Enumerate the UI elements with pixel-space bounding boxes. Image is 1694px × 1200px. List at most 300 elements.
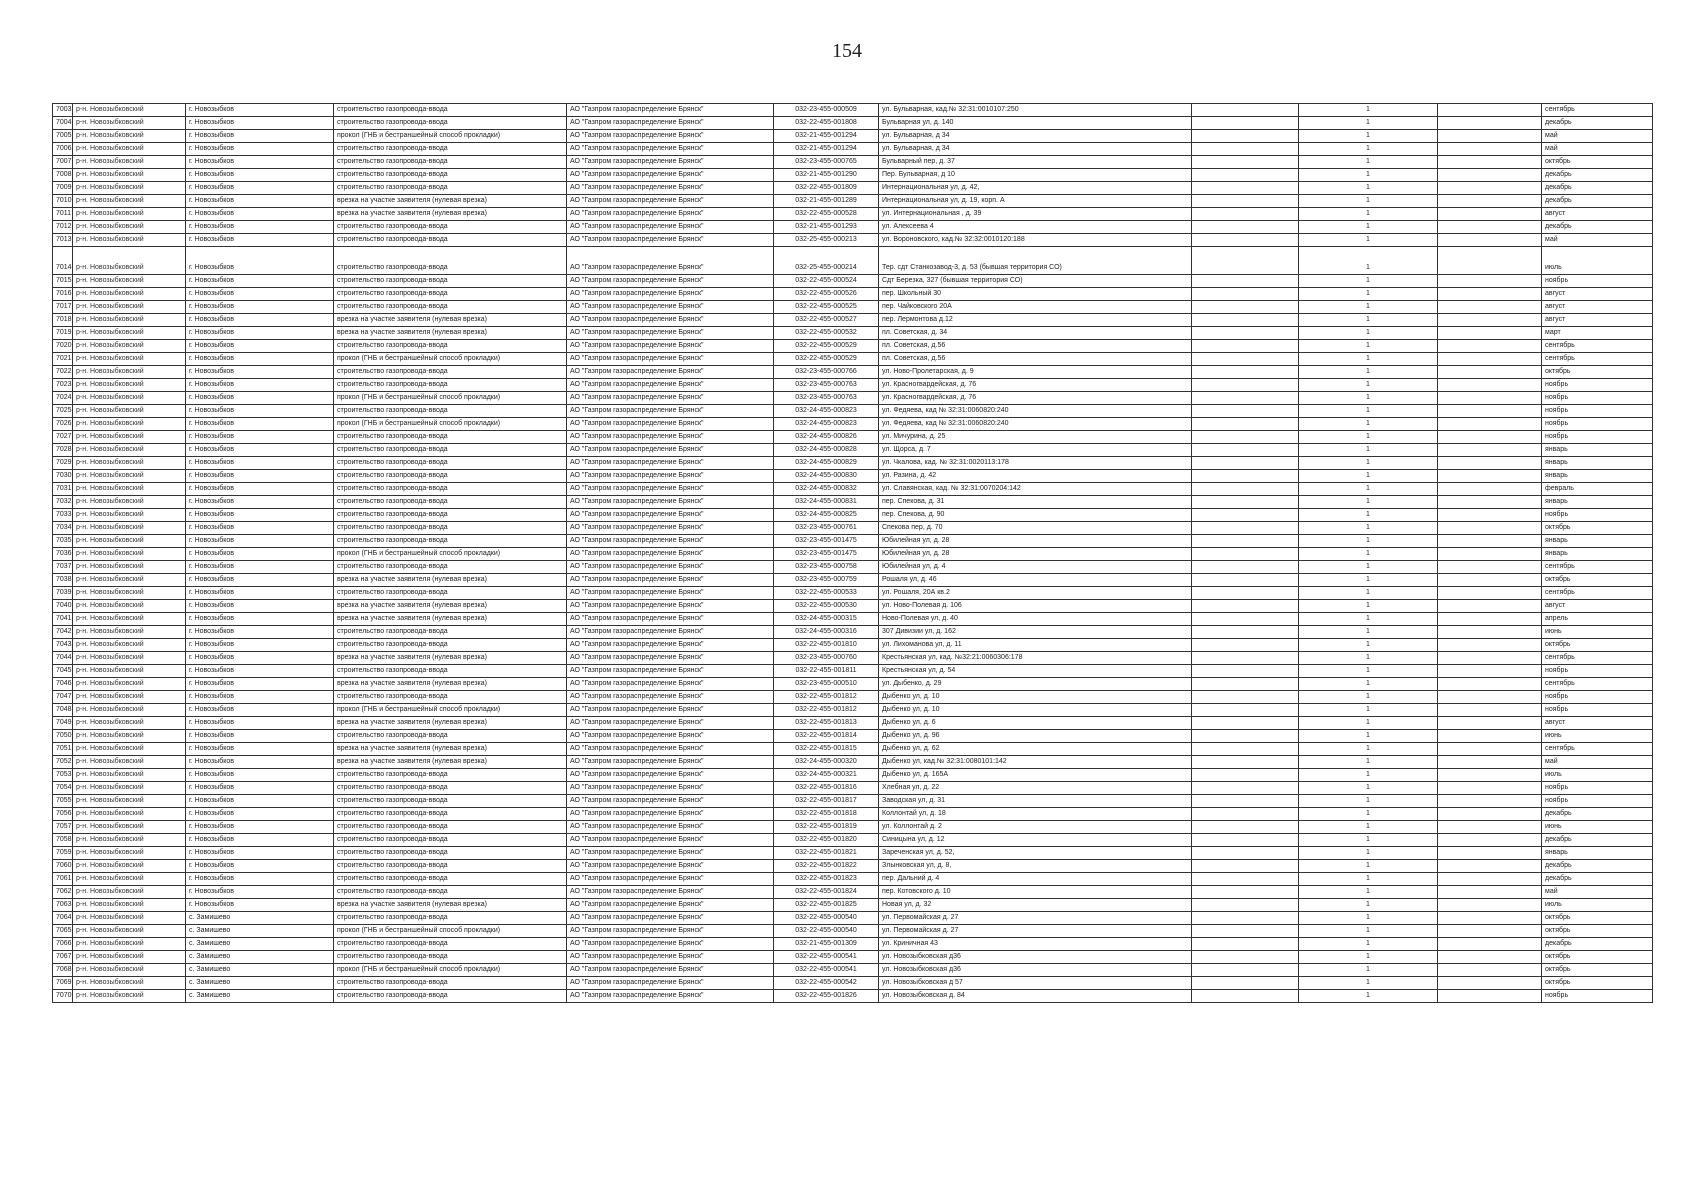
organization-cell: АО "Газпром газораспределение Брянск"	[567, 704, 774, 717]
locality-cell: с. Замишево	[186, 977, 334, 990]
month-cell: ноябрь	[1542, 431, 1653, 444]
locality-cell: г. Новозыбков	[186, 314, 334, 327]
address-cell: Спекова пер, д. 70	[879, 522, 1192, 535]
month-cell: ноябрь	[1542, 405, 1653, 418]
organization-cell: АО "Газпром газораспределение Брянск"	[567, 665, 774, 678]
organization-cell: АО "Газпром газораспределение Брянск"	[567, 860, 774, 873]
locality-cell: г. Новозыбков	[186, 639, 334, 652]
address-cell: 307 Дивизии ул, д. 162	[879, 626, 1192, 639]
work-type-cell: строительство газопровода-ввода	[334, 847, 567, 860]
row-number: 7048	[53, 704, 73, 717]
locality-cell: г. Новозыбков	[186, 366, 334, 379]
locality-cell: г. Новозыбков	[186, 899, 334, 912]
quantity-cell: 1	[1299, 327, 1438, 340]
row-number: 7049	[53, 717, 73, 730]
application-code-cell: 032-21-455-001294	[774, 130, 879, 143]
organization-cell: АО "Газпром газораспределение Брянск"	[567, 587, 774, 600]
organization-cell: АО "Газпром газораспределение Брянск"	[567, 234, 774, 247]
empty-cell	[1192, 886, 1299, 899]
table-row	[53, 587, 1653, 600]
organization-cell: АО "Газпром газораспределение Брянск"	[567, 730, 774, 743]
work-type-cell: строительство газопровода-ввода	[334, 169, 567, 182]
address-cell: пер. Чайковского 20А	[879, 301, 1192, 314]
locality-cell: г. Новозыбков	[186, 860, 334, 873]
organization-cell: АО "Газпром газораспределение Брянск"	[567, 678, 774, 691]
locality-cell: с. Замишево	[186, 951, 334, 964]
organization-cell: АО "Газпром газораспределение Брянск"	[567, 561, 774, 574]
month-cell: июнь	[1542, 730, 1653, 743]
quantity-cell: 1	[1299, 912, 1438, 925]
application-code-cell: 032-23-455-000761	[774, 522, 879, 535]
organization-cell: АО "Газпром газораспределение Брянск"	[567, 104, 774, 117]
district-cell: р-н. Новозыбковский	[73, 143, 186, 156]
locality-cell: г. Новозыбков	[186, 444, 334, 457]
locality-cell: г. Новозыбков	[186, 275, 334, 288]
address-cell: ул. Новозыбковская д36	[879, 964, 1192, 977]
address-cell: пер. Лермонтова д.12	[879, 314, 1192, 327]
address-cell: Бульварная ул, д. 140	[879, 117, 1192, 130]
month-cell: январь	[1542, 444, 1653, 457]
district-cell: р-н. Новозыбковский	[73, 769, 186, 782]
empty-cell	[1192, 626, 1299, 639]
month-cell: май	[1542, 886, 1653, 899]
application-code-cell: 032-21-455-001294	[774, 143, 879, 156]
empty-cell	[1438, 247, 1542, 275]
row-number: 7007	[53, 156, 73, 169]
row-number: 7065	[53, 925, 73, 938]
address-cell: ул. Дыбенко, д. 29	[879, 678, 1192, 691]
organization-cell: АО "Газпром газораспределение Брянск"	[567, 247, 774, 275]
empty-cell	[1438, 821, 1542, 834]
district-cell: р-н. Новозыбковский	[73, 873, 186, 886]
application-code-cell: 032-24-455-000316	[774, 626, 879, 639]
empty-cell	[1192, 418, 1299, 431]
district-cell: р-н. Новозыбковский	[73, 275, 186, 288]
table-row	[53, 704, 1653, 717]
empty-cell	[1192, 808, 1299, 821]
locality-cell: с. Замишево	[186, 912, 334, 925]
application-code-cell: 032-22-455-001825	[774, 899, 879, 912]
empty-cell	[1192, 379, 1299, 392]
empty-cell	[1438, 379, 1542, 392]
empty-cell	[1192, 717, 1299, 730]
address-cell: пл. Советская, д.56	[879, 340, 1192, 353]
organization-cell: АО "Газпром газораспределение Брянск"	[567, 990, 774, 1003]
address-cell: пер. Спекова, д. 90	[879, 509, 1192, 522]
month-cell: ноябрь	[1542, 275, 1653, 288]
month-cell: декабрь	[1542, 117, 1653, 130]
district-cell: р-н. Новозыбковский	[73, 665, 186, 678]
month-cell: сентябрь	[1542, 104, 1653, 117]
quantity-cell: 1	[1299, 208, 1438, 221]
empty-cell	[1438, 405, 1542, 418]
month-cell: август	[1542, 288, 1653, 301]
empty-cell	[1438, 626, 1542, 639]
table-row	[53, 639, 1653, 652]
work-type-cell: строительство газопровода-ввода	[334, 470, 567, 483]
empty-cell	[1192, 470, 1299, 483]
locality-cell: г. Новозыбков	[186, 613, 334, 626]
table-row	[53, 535, 1653, 548]
empty-cell	[1192, 613, 1299, 626]
month-cell: апрель	[1542, 613, 1653, 626]
empty-cell	[1192, 964, 1299, 977]
work-type-cell: строительство газопровода-ввода	[334, 275, 567, 288]
row-number: 7055	[53, 795, 73, 808]
empty-cell	[1192, 639, 1299, 652]
table-row	[53, 912, 1653, 925]
empty-cell	[1438, 195, 1542, 208]
table-row	[53, 574, 1653, 587]
quantity-cell: 1	[1299, 834, 1438, 847]
empty-cell	[1438, 392, 1542, 405]
month-cell: июль	[1542, 247, 1653, 275]
empty-cell	[1192, 730, 1299, 743]
district-cell: р-н. Новозыбковский	[73, 535, 186, 548]
empty-cell	[1192, 143, 1299, 156]
empty-cell	[1438, 327, 1542, 340]
quantity-cell: 1	[1299, 561, 1438, 574]
locality-cell: г. Новозыбков	[186, 730, 334, 743]
work-type-cell: строительство газопровода-ввода	[334, 977, 567, 990]
month-cell: сентябрь	[1542, 587, 1653, 600]
application-code-cell: 032-24-455-000823	[774, 405, 879, 418]
empty-cell	[1192, 405, 1299, 418]
row-number: 7035	[53, 535, 73, 548]
quantity-cell: 1	[1299, 652, 1438, 665]
application-code-cell: 032-22-455-001809	[774, 182, 879, 195]
organization-cell: АО "Газпром газораспределение Брянск"	[567, 925, 774, 938]
organization-cell: АО "Газпром газораспределение Брянск"	[567, 405, 774, 418]
month-cell: январь	[1542, 847, 1653, 860]
month-cell: ноябрь	[1542, 665, 1653, 678]
organization-cell: АО "Газпром газораспределение Брянск"	[567, 743, 774, 756]
application-code-cell: 032-23-455-000766	[774, 366, 879, 379]
table-row	[53, 247, 1653, 275]
empty-cell	[1438, 990, 1542, 1003]
empty-cell	[1438, 509, 1542, 522]
district-cell: р-н. Новозыбковский	[73, 756, 186, 769]
empty-cell	[1192, 234, 1299, 247]
row-number: 7034	[53, 522, 73, 535]
application-code-cell: 032-21-455-001289	[774, 195, 879, 208]
address-cell: Синицына ул, д. 12	[879, 834, 1192, 847]
locality-cell: г. Новозыбков	[186, 156, 334, 169]
empty-cell	[1438, 169, 1542, 182]
application-code-cell: 032-22-455-001813	[774, 717, 879, 730]
empty-cell	[1192, 156, 1299, 169]
month-cell: ноябрь	[1542, 691, 1653, 704]
address-cell: ул. Федяева, кад № 32:31:0060820:240	[879, 405, 1192, 418]
application-code-cell: 032-24-455-000825	[774, 509, 879, 522]
month-cell: сентябрь	[1542, 353, 1653, 366]
work-type-cell: прокол (ГНБ и бестраншейный способ прокладки)	[334, 353, 567, 366]
table-row	[53, 379, 1653, 392]
locality-cell: г. Новозыбков	[186, 769, 334, 782]
table-row	[53, 782, 1653, 795]
organization-cell: АО "Газпром газораспределение Брянск"	[567, 143, 774, 156]
address-cell: ул. Интернациональная , д. 39	[879, 208, 1192, 221]
row-number: 7011	[53, 208, 73, 221]
quantity-cell: 1	[1299, 392, 1438, 405]
organization-cell: АО "Газпром газораспределение Брянск"	[567, 964, 774, 977]
quantity-cell: 1	[1299, 808, 1438, 821]
quantity-cell: 1	[1299, 522, 1438, 535]
organization-cell: АО "Газпром газораспределение Брянск"	[567, 457, 774, 470]
address-cell: Хлебная ул, д. 22	[879, 782, 1192, 795]
table-row	[53, 496, 1653, 509]
application-code-cell: 032-22-455-001817	[774, 795, 879, 808]
empty-cell	[1438, 769, 1542, 782]
application-code-cell: 032-23-455-001475	[774, 535, 879, 548]
locality-cell: с. Замишево	[186, 938, 334, 951]
table-row	[53, 938, 1653, 951]
quantity-cell: 1	[1299, 548, 1438, 561]
month-cell: сентябрь	[1542, 652, 1653, 665]
row-number: 7060	[53, 860, 73, 873]
quantity-cell: 1	[1299, 234, 1438, 247]
locality-cell: г. Новозыбков	[186, 353, 334, 366]
application-code-cell: 032-22-455-001812	[774, 691, 879, 704]
locality-cell: г. Новозыбков	[186, 208, 334, 221]
address-cell: пл. Советская, д.56	[879, 353, 1192, 366]
quantity-cell: 1	[1299, 509, 1438, 522]
month-cell: январь	[1542, 470, 1653, 483]
empty-cell	[1438, 847, 1542, 860]
empty-cell	[1192, 847, 1299, 860]
row-number: 7053	[53, 769, 73, 782]
locality-cell: г. Новозыбков	[186, 782, 334, 795]
application-code-cell: 032-22-455-001810	[774, 639, 879, 652]
month-cell: октябрь	[1542, 977, 1653, 990]
row-number: 7008	[53, 169, 73, 182]
organization-cell: АО "Газпром газораспределение Брянск"	[567, 483, 774, 496]
district-cell: р-н. Новозыбковский	[73, 130, 186, 143]
district-cell: р-н. Новозыбковский	[73, 392, 186, 405]
district-cell: р-н. Новозыбковский	[73, 288, 186, 301]
table-row	[53, 117, 1653, 130]
table-row	[53, 156, 1653, 169]
empty-cell	[1192, 366, 1299, 379]
empty-cell	[1438, 951, 1542, 964]
locality-cell: г. Новозыбков	[186, 104, 334, 117]
quantity-cell: 1	[1299, 756, 1438, 769]
row-number: 7024	[53, 392, 73, 405]
locality-cell: г. Новозыбков	[186, 457, 334, 470]
row-number: 7012	[53, 221, 73, 234]
quantity-cell: 1	[1299, 182, 1438, 195]
empty-cell	[1438, 156, 1542, 169]
empty-cell	[1438, 522, 1542, 535]
locality-cell: г. Новозыбков	[186, 327, 334, 340]
organization-cell: АО "Газпром газораспределение Брянск"	[567, 470, 774, 483]
row-number: 7041	[53, 613, 73, 626]
organization-cell: АО "Газпром газораспределение Брянск"	[567, 691, 774, 704]
empty-cell	[1438, 730, 1542, 743]
empty-cell	[1192, 951, 1299, 964]
district-cell: р-н. Новозыбковский	[73, 195, 186, 208]
quantity-cell: 1	[1299, 717, 1438, 730]
address-cell: пер. Школьный 30	[879, 288, 1192, 301]
district-cell: р-н. Новозыбковский	[73, 444, 186, 457]
row-number: 7066	[53, 938, 73, 951]
locality-cell: г. Новозыбков	[186, 847, 334, 860]
work-type-cell: врезка на участке заявителя (нулевая врезка)	[334, 678, 567, 691]
empty-cell	[1438, 574, 1542, 587]
address-cell: ул. Новозыбковская д 57	[879, 977, 1192, 990]
application-code-cell: 032-24-455-000828	[774, 444, 879, 457]
quantity-cell: 1	[1299, 301, 1438, 314]
work-type-cell: строительство газопровода-ввода	[334, 483, 567, 496]
work-type-cell: строительство газопровода-ввода	[334, 639, 567, 652]
address-cell: Юбилейная ул, д. 4	[879, 561, 1192, 574]
application-code-cell: 032-22-455-000533	[774, 587, 879, 600]
district-cell: р-н. Новозыбковский	[73, 587, 186, 600]
month-cell: декабрь	[1542, 860, 1653, 873]
organization-cell: АО "Газпром газораспределение Брянск"	[567, 626, 774, 639]
organization-cell: АО "Газпром газораспределение Брянск"	[567, 169, 774, 182]
table-row	[53, 314, 1653, 327]
table-row	[53, 977, 1653, 990]
work-type-cell: врезка на участке заявителя (нулевая врезка)	[334, 613, 567, 626]
empty-cell	[1438, 431, 1542, 444]
empty-cell	[1438, 782, 1542, 795]
work-type-cell: прокол (ГНБ и бестраншейный способ прокладки)	[334, 925, 567, 938]
work-type-cell: строительство газопровода-ввода	[334, 834, 567, 847]
address-cell: Злынковская ул, д. 8,	[879, 860, 1192, 873]
quantity-cell: 1	[1299, 156, 1438, 169]
locality-cell: г. Новозыбков	[186, 143, 334, 156]
month-cell: июль	[1542, 899, 1653, 912]
row-number: 7005	[53, 130, 73, 143]
district-cell: р-н. Новозыбковский	[73, 301, 186, 314]
district-cell: р-н. Новозыбковский	[73, 353, 186, 366]
application-code-cell: 032-22-455-000525	[774, 301, 879, 314]
work-type-cell: строительство газопровода-ввода	[334, 691, 567, 704]
organization-cell: АО "Газпром газораспределение Брянск"	[567, 886, 774, 899]
locality-cell: г. Новозыбков	[186, 834, 334, 847]
application-code-cell: 032-22-455-000540	[774, 925, 879, 938]
empty-cell	[1192, 457, 1299, 470]
district-cell: р-н. Новозыбковский	[73, 652, 186, 665]
district-cell: р-н. Новозыбковский	[73, 234, 186, 247]
table-row	[53, 743, 1653, 756]
address-cell: ул. Первомайская д. 27	[879, 912, 1192, 925]
quantity-cell: 1	[1299, 977, 1438, 990]
month-cell: октябрь	[1542, 574, 1653, 587]
application-code-cell: 032-22-455-000524	[774, 275, 879, 288]
empty-cell	[1192, 652, 1299, 665]
address-cell: Интернациональная ул, д. 42,	[879, 182, 1192, 195]
work-type-cell: строительство газопровода-ввода	[334, 221, 567, 234]
empty-cell	[1438, 470, 1542, 483]
row-number: 7006	[53, 143, 73, 156]
row-number: 7058	[53, 834, 73, 847]
address-cell: Дыбенко ул, кад.№ 32:31:0080101:142	[879, 756, 1192, 769]
quantity-cell: 1	[1299, 221, 1438, 234]
month-cell: октябрь	[1542, 639, 1653, 652]
application-code-cell: 032-25-455-000213	[774, 234, 879, 247]
empty-cell	[1438, 665, 1542, 678]
row-number: 7040	[53, 600, 73, 613]
month-cell: декабрь	[1542, 808, 1653, 821]
locality-cell: г. Новозыбков	[186, 626, 334, 639]
application-code-cell: 032-23-455-001475	[774, 548, 879, 561]
organization-cell: АО "Газпром газораспределение Брянск"	[567, 156, 774, 169]
month-cell: ноябрь	[1542, 795, 1653, 808]
quantity-cell: 1	[1299, 873, 1438, 886]
address-cell: ул. Новозыбковская д. 84	[879, 990, 1192, 1003]
address-cell: ул. Лихоманова ул, д. 11	[879, 639, 1192, 652]
work-type-cell: строительство газопровода-ввода	[334, 301, 567, 314]
work-type-cell: врезка на участке заявителя (нулевая врезка)	[334, 208, 567, 221]
work-type-cell: прокол (ГНБ и бестраншейный способ прокладки)	[334, 704, 567, 717]
row-number: 7045	[53, 665, 73, 678]
work-type-cell: строительство газопровода-ввода	[334, 182, 567, 195]
work-type-cell: строительство газопровода-ввода	[334, 366, 567, 379]
locality-cell: г. Новозыбков	[186, 379, 334, 392]
locality-cell: г. Новозыбков	[186, 470, 334, 483]
organization-cell: АО "Газпром газораспределение Брянск"	[567, 834, 774, 847]
locality-cell: г. Новозыбков	[186, 392, 334, 405]
work-type-cell: строительство газопровода-ввода	[334, 156, 567, 169]
table-row	[53, 431, 1653, 444]
address-cell: ул. Новозыбковская д36	[879, 951, 1192, 964]
application-code-cell: 032-22-455-001811	[774, 665, 879, 678]
work-type-cell: врезка на участке заявителя (нулевая врезка)	[334, 743, 567, 756]
empty-cell	[1438, 652, 1542, 665]
month-cell: октябрь	[1542, 925, 1653, 938]
address-cell: ул. Разина, д. 42	[879, 470, 1192, 483]
empty-cell	[1438, 691, 1542, 704]
work-type-cell: строительство газопровода-ввода	[334, 587, 567, 600]
quantity-cell: 1	[1299, 860, 1438, 873]
table-row	[53, 769, 1653, 782]
organization-cell: АО "Газпром газораспределение Брянск"	[567, 873, 774, 886]
organization-cell: АО "Газпром газораспределение Брянск"	[567, 717, 774, 730]
organization-cell: АО "Газпром газораспределение Брянск"	[567, 574, 774, 587]
district-cell: р-н. Новозыбковский	[73, 704, 186, 717]
row-number: 7004	[53, 117, 73, 130]
work-type-cell: строительство газопровода-ввода	[334, 247, 567, 275]
work-type-cell: строительство газопровода-ввода	[334, 821, 567, 834]
quantity-cell: 1	[1299, 418, 1438, 431]
address-cell: ул. Ново-Пролетарская, д. 9	[879, 366, 1192, 379]
address-cell: Пер. Бульварная, д 10	[879, 169, 1192, 182]
row-number: 7033	[53, 509, 73, 522]
empty-cell	[1192, 938, 1299, 951]
quantity-cell: 1	[1299, 247, 1438, 275]
quantity-cell: 1	[1299, 678, 1438, 691]
address-cell: пер. Спекова, д. 31	[879, 496, 1192, 509]
row-number: 7070	[53, 990, 73, 1003]
organization-cell: АО "Газпром газораспределение Брянск"	[567, 769, 774, 782]
application-code-cell: 032-22-455-001823	[774, 873, 879, 886]
empty-cell	[1438, 444, 1542, 457]
row-number: 7063	[53, 899, 73, 912]
table-row	[53, 665, 1653, 678]
work-type-cell: строительство газопровода-ввода	[334, 431, 567, 444]
application-code-cell: 032-22-455-000529	[774, 340, 879, 353]
locality-cell: г. Новозыбков	[186, 652, 334, 665]
application-code-cell: 032-22-455-001808	[774, 117, 879, 130]
address-cell: пер. Котовского д. 10	[879, 886, 1192, 899]
table-row	[53, 652, 1653, 665]
empty-cell	[1438, 366, 1542, 379]
locality-cell: г. Новозыбков	[186, 117, 334, 130]
district-cell: р-н. Новозыбковский	[73, 925, 186, 938]
district-cell: р-н. Новозыбковский	[73, 327, 186, 340]
